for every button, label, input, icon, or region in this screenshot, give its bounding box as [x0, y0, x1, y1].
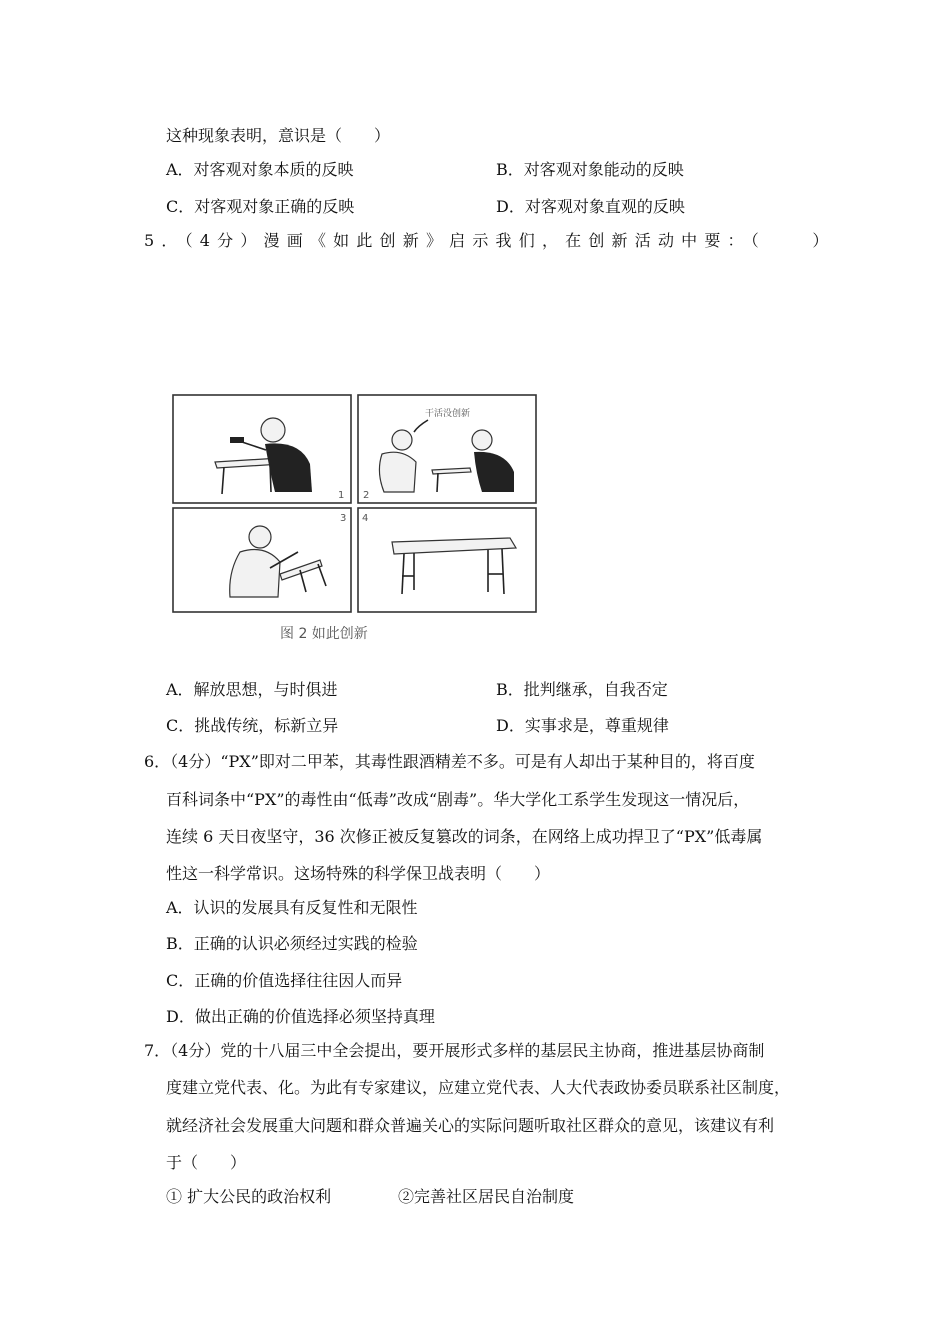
q4-option-a[interactable]: A．对客观对象本质的反映 [166, 160, 354, 179]
q7-item-1[interactable]: ① 扩大公民的政治权利 [166, 1187, 332, 1206]
panel-number-1: 1 [338, 490, 345, 501]
q6-option-b[interactable]: B．正确的认识必须经过实践的检验 [166, 934, 418, 953]
q7-stem-line-1: 7．（4分）党的十八届三中全会提出，要开展形式多样的基层民主协商，推进基层协商制 [144, 1041, 765, 1060]
q7-stem-line-2: 度建立党代表、化。为此有专家建议，应建立党代表、人大代表政协委员联系社区制度， [166, 1078, 791, 1097]
q5-stem: 5．（4分）漫画《如此创新》启示我们，在创新活动中要：（ ） [144, 231, 836, 250]
panel-number-3: 3 [340, 513, 347, 524]
speech-bubble-text: 干活没创新 [425, 409, 471, 419]
q6-option-d[interactable]: D．做出正确的价值选择必须坚持真理 [166, 1007, 435, 1026]
q7-stem-line-3: 就经济社会发展重大问题和群众普遍关心的实际问题听取社区群众的意见，该建议有利 [166, 1116, 775, 1135]
q4-option-d[interactable]: D．对客观对象直观的反映 [496, 197, 685, 216]
comic-caption: 图 2 如此创新 [280, 626, 368, 642]
comic-panel-4 [358, 508, 536, 612]
q4-option-b[interactable]: B．对客观对象能动的反映 [496, 160, 684, 179]
comic-illustration [170, 392, 540, 647]
panel-number-4: 4 [362, 513, 369, 524]
q4-option-c[interactable]: C．对客观对象正确的反映 [166, 197, 355, 216]
panel-number-2: 2 [363, 490, 370, 501]
q7-stem-line-4: 于（ ） [166, 1153, 247, 1172]
q5-option-c[interactable]: C．挑战传统，标新立异 [166, 716, 339, 735]
q6-option-c[interactable]: C．正确的价值选择往往因人而异 [166, 971, 403, 990]
q5-option-d[interactable]: D．实事求是，尊重规律 [496, 716, 669, 735]
q5-option-b[interactable]: B．批判继承，自我否定 [496, 680, 668, 699]
q4-stem: 这种现象表明，意识是（ ） [166, 126, 391, 145]
q5-option-a[interactable]: A．解放思想，与时俱进 [166, 680, 338, 699]
q6-stem-line-3: 连续 6 天日夜坚守，36 次修正被反复篡改的词条，在网络上成功捍卫了“PX”低毒属 [166, 827, 763, 846]
q7-item-2[interactable]: ②完善社区居民自治制度 [398, 1187, 575, 1206]
q6-stem-line-4: 性这一科学常识。这场特殊的科学保卫战表明（ ） [166, 864, 551, 883]
q6-stem-line-2: 百科词条中“PX”的毒性由“低毒”改成“剧毒”。华大学化工系学生发现这一情况后， [166, 790, 750, 809]
q6-stem-line-1: 6．（4分）“PX”即对二甲苯，其毒性跟酒精差不多。可是有人却出于某种目的，将百度 [144, 752, 755, 771]
q6-option-a[interactable]: A．认识的发展具有反复性和无限性 [166, 898, 418, 917]
